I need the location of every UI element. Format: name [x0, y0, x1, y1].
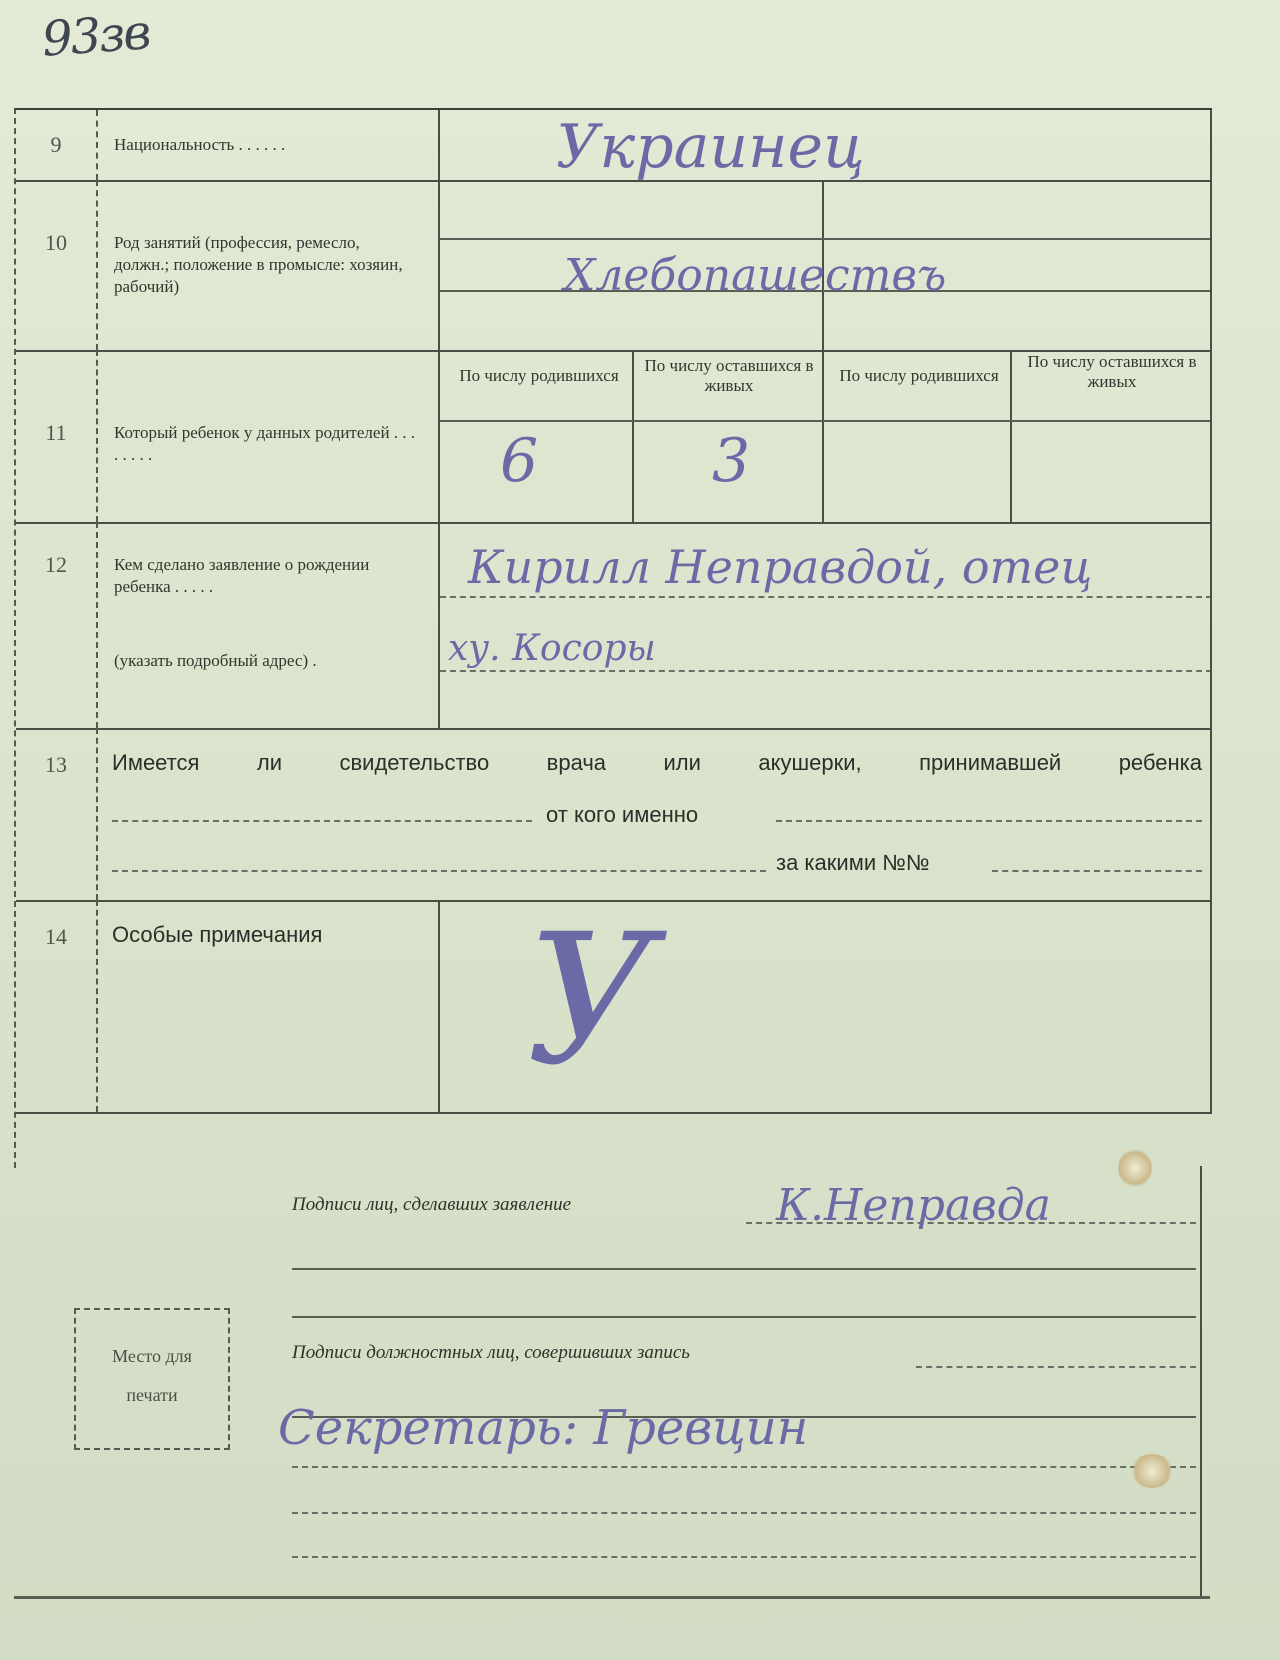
declarants-signature-label: Подписи лиц, сделавших заявление — [292, 1194, 572, 1215]
row-number-cell — [16, 180, 98, 350]
signature-line — [292, 1466, 1196, 1468]
from-whom-label: от кого именно — [546, 802, 699, 827]
column-divider — [438, 900, 440, 1112]
row-number: 9 — [50, 132, 62, 157]
signature-line — [292, 1556, 1196, 1558]
stamp-label-line2: печати — [126, 1385, 178, 1405]
row-label-cell — [98, 180, 440, 350]
row-declarant — [16, 522, 1212, 730]
column-header-born: По числу родившихся — [459, 366, 619, 385]
row-medical-certificate — [16, 728, 1212, 902]
bottom-rule — [14, 1596, 1210, 1599]
writing-line — [776, 820, 1202, 822]
row-label-cell: Кем сделано заявление о рождении ребенка . . . . . (указать подробный адрес) . — [98, 522, 440, 728]
column-header-living-2: По числу оставшихся в живых — [1027, 352, 1197, 391]
row-number: 10 — [45, 230, 67, 255]
column-divider — [822, 350, 824, 522]
address-sublabel: (указать подробный адрес) — [114, 651, 309, 670]
children-born-value: 6 — [500, 426, 539, 496]
writing-line — [440, 670, 1212, 672]
row-number: 14 — [45, 924, 67, 949]
stamp-label-line1: Место для — [112, 1346, 192, 1366]
certificate-numbers-label: за какими №№ — [776, 850, 930, 875]
row-number-cell — [16, 522, 98, 728]
writing-line — [440, 596, 1212, 598]
header-underline — [440, 420, 1212, 422]
nationality-value: Украинец — [556, 112, 865, 182]
writing-line — [112, 870, 766, 872]
writing-line — [440, 238, 1212, 240]
column-divider — [1010, 350, 1012, 522]
children-living-value: 3 — [712, 426, 751, 496]
row-label-cell: Который ребенок у данных родителей . . . . . . . . — [98, 350, 440, 522]
stamp-placeholder — [74, 1308, 230, 1450]
row-child-order — [16, 350, 1212, 524]
signature-line — [292, 1268, 1196, 1270]
paper-damage — [1118, 1148, 1152, 1188]
signature-line — [292, 1316, 1196, 1318]
row-occupation — [16, 180, 1212, 352]
row-nationality — [16, 110, 1212, 182]
row-number: 12 — [45, 552, 67, 577]
row-number-cell — [16, 350, 98, 522]
registration-form — [14, 108, 1212, 1168]
occupation-label: Род занятий (профессия, ремесло, должн.; положение в промысле: хозяин, рабочий) — [114, 233, 403, 296]
child-order-label: Который ребенок у данных родителей — [114, 423, 390, 442]
officials-signature: Секретарь: Гревцин — [278, 1400, 809, 1456]
form-right-border — [1210, 110, 1212, 1112]
nationality-label: Национальность — [114, 135, 235, 154]
special-notes-value: У — [526, 896, 657, 1105]
occupation-value: Хлебопашествъ — [564, 250, 947, 301]
special-notes-label: Особые примечания — [112, 922, 323, 947]
signature-line — [916, 1366, 1196, 1368]
row-special-notes — [16, 896, 1212, 1114]
writing-line — [992, 870, 1202, 872]
column-header-living: По числу оставшихся в живых — [644, 356, 814, 395]
paper-damage — [1130, 1454, 1174, 1488]
row-label-cell: Национальность . . . . . . — [98, 110, 440, 180]
row-number-cell — [16, 110, 98, 180]
row-number-cell — [16, 728, 98, 900]
writing-line — [112, 820, 532, 822]
row-number: 13 — [45, 752, 67, 777]
row-number: 11 — [45, 420, 67, 445]
declarant-label: Кем сделано заявление о рождении ребенка — [114, 555, 370, 596]
officials-signature-label: Подписи должностных лиц, совершивших запись — [292, 1342, 690, 1363]
column-divider — [632, 350, 634, 522]
column-header-born-2: По числу родившихся — [839, 366, 999, 385]
archive-page-number: 93зв — [40, 4, 152, 68]
declarant-value: Кирилл Неправдой, отец — [468, 540, 1093, 594]
certificate-question: Имеется ли свидетельство врача или акушерки, принимавшей ребенка — [112, 750, 1202, 775]
declarant-address-value: ху. Косоры — [448, 628, 656, 669]
lower-right-border — [1200, 1166, 1202, 1596]
row-number-cell — [16, 900, 98, 1112]
declarants-signature: К.Неправда — [776, 1180, 1051, 1231]
signature-line — [292, 1512, 1196, 1514]
